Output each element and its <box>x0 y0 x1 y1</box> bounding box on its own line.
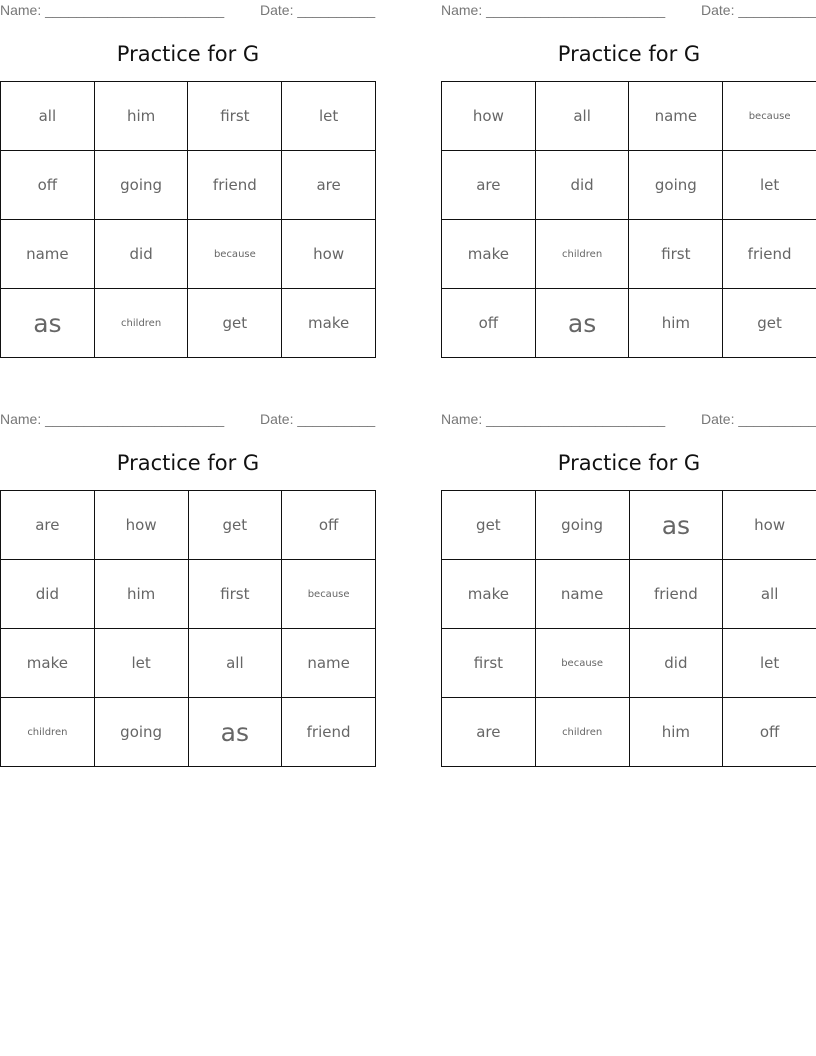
word-cell: how <box>94 491 188 560</box>
word-cell: him <box>94 82 188 151</box>
word-cell: children <box>1 698 95 767</box>
name-field-label: Name: _______________________ <box>0 411 225 427</box>
word-cell: let <box>723 151 816 220</box>
word-cell: get <box>723 289 816 358</box>
word-cell: because <box>535 629 629 698</box>
card-header <box>0 411 376 429</box>
word-cell: first <box>442 629 536 698</box>
name-field-label: Name: _______________________ <box>0 2 225 18</box>
grid-row <box>442 629 816 698</box>
card-title: Practice for G <box>557 451 701 475</box>
word-cell: name <box>629 82 723 151</box>
word-cell: name <box>535 560 629 629</box>
name-field-label: Name: _______________________ <box>441 411 666 427</box>
word-cell: going <box>94 151 188 220</box>
word-cell: all <box>1 82 95 151</box>
grid-row <box>1 82 376 151</box>
word-cell: how <box>282 220 376 289</box>
word-cell: going <box>629 151 723 220</box>
grid-row <box>442 151 816 220</box>
word-cell: are <box>1 491 95 560</box>
word-cell: make <box>282 289 376 358</box>
word-cell: all <box>723 560 816 629</box>
card-title: Practice for G <box>557 42 701 66</box>
grid-row <box>442 560 816 629</box>
word-cell: off <box>442 289 536 358</box>
word-cell: as <box>188 698 282 767</box>
word-cell: are <box>442 698 536 767</box>
word-cell: children <box>535 698 629 767</box>
date-field-label: Date: __________ <box>260 411 376 427</box>
word-cell: going <box>94 698 188 767</box>
word-cell: are <box>282 151 376 220</box>
word-cell: him <box>629 289 723 358</box>
word-cell: him <box>629 698 723 767</box>
word-cell: because <box>723 82 816 151</box>
word-cell: off <box>1 151 95 220</box>
word-cell: how <box>442 82 536 151</box>
grid-row <box>1 698 376 767</box>
word-cell: let <box>94 629 188 698</box>
date-field-label: Date: __________ <box>701 411 816 427</box>
word-cell: all <box>535 82 629 151</box>
grid-row <box>1 151 376 220</box>
name-field-label: Name: _______________________ <box>441 2 666 18</box>
word-cell: children <box>94 289 188 358</box>
word-cell: get <box>188 491 282 560</box>
word-cell: because <box>282 560 376 629</box>
word-cell: first <box>188 560 282 629</box>
word-cell: as <box>535 289 629 358</box>
grid-row <box>442 491 816 560</box>
word-cell: off <box>723 698 816 767</box>
word-cell: him <box>94 560 188 629</box>
card-header <box>441 2 816 20</box>
word-cell: make <box>1 629 95 698</box>
word-cell: children <box>535 220 629 289</box>
date-field-label: Date: __________ <box>701 2 816 18</box>
grid-row <box>442 220 816 289</box>
grid-row <box>1 491 376 560</box>
word-cell: name <box>282 629 376 698</box>
word-cell: first <box>188 82 282 151</box>
grid-row <box>1 560 376 629</box>
word-cell: make <box>442 220 536 289</box>
grid-row <box>442 698 816 767</box>
word-grid <box>441 490 816 767</box>
word-cell: did <box>535 151 629 220</box>
word-cell: friend <box>188 151 282 220</box>
word-grid <box>0 490 376 767</box>
word-cell: first <box>629 220 723 289</box>
card-title: Practice for G <box>116 42 260 66</box>
word-cell: did <box>1 560 95 629</box>
word-cell: are <box>442 151 536 220</box>
word-cell: get <box>442 491 536 560</box>
card-header <box>441 411 816 429</box>
word-grid <box>0 81 376 358</box>
card-title: Practice for G <box>116 451 260 475</box>
word-cell: as <box>1 289 95 358</box>
grid-row <box>1 289 376 358</box>
word-cell: let <box>723 629 816 698</box>
card-header <box>0 2 376 20</box>
word-cell: make <box>442 560 536 629</box>
word-grid <box>441 81 816 358</box>
grid-row <box>1 629 376 698</box>
word-cell: friend <box>282 698 376 767</box>
word-cell: friend <box>629 560 723 629</box>
word-cell: how <box>723 491 816 560</box>
word-cell: going <box>535 491 629 560</box>
date-field-label: Date: __________ <box>260 2 376 18</box>
word-cell: friend <box>723 220 816 289</box>
grid-row <box>1 220 376 289</box>
word-cell: did <box>629 629 723 698</box>
word-cell: did <box>94 220 188 289</box>
word-cell: as <box>629 491 723 560</box>
word-cell: because <box>188 220 282 289</box>
word-cell: let <box>282 82 376 151</box>
word-cell: name <box>1 220 95 289</box>
grid-row <box>442 289 816 358</box>
grid-row <box>442 82 816 151</box>
word-cell: off <box>282 491 376 560</box>
word-cell: get <box>188 289 282 358</box>
word-cell: all <box>188 629 282 698</box>
